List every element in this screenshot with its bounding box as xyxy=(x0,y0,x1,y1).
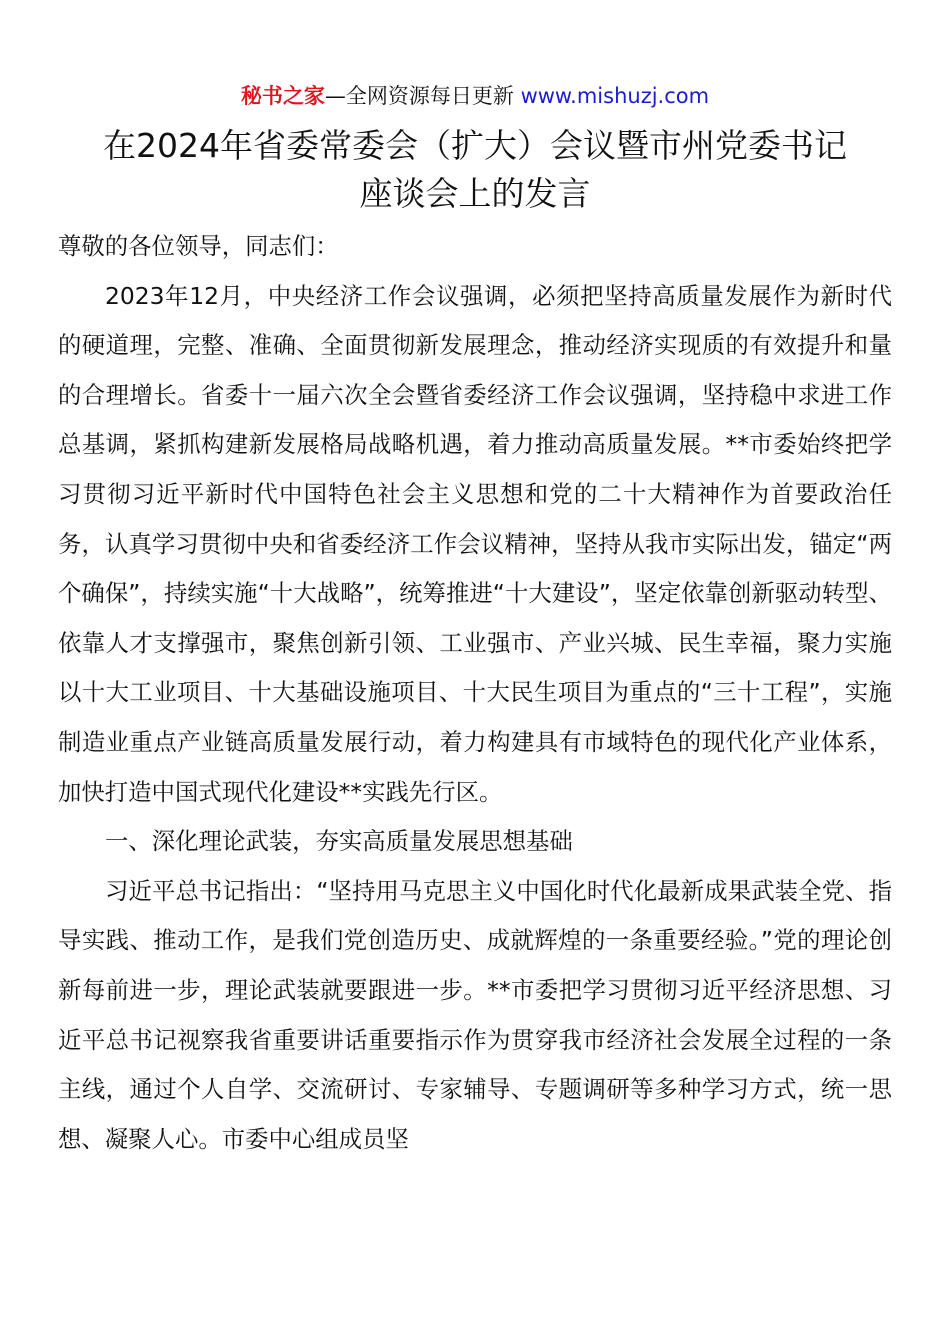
paragraph-intro: 2023年12月，中央经济工作会议强调，必须把坚持高质量发展作为新时代的硬道理，完整、准确、全面贯彻新发展理念，推动经济实现质的有效提升和量的合理增长。省委十一届六次全会暨省委经济工作会议强调，坚持稳中求进工作总基调，紧抓构建新发展格局战略机遇，着力推动高质量发展。**市委始终把学习贯彻习近平新时代中国特色社会主义思想和党的二十大精神作为首要政治任务，认真学习贯彻中央和省委经济工作会议精神，坚持从我市实际出发，锚定“两个确保”，持续实施“十大战略”，统筹推进“十大建设”，坚定依靠创新驱动转型、依靠人才支撑强市，聚焦创新引领、工业强市、产业兴城、民生幸福，聚力实施以十大工业项目、十大基础设施项目、十大民生项目为重点的“三十工程”，实施制造业重点产业链高质量发展行动，着力构建具有市域特色的现代化产业体系，加快打造中国式现代化建设**实践先行区。 xyxy=(58,281,892,806)
salutation: 尊敬的各位领导，同志们： xyxy=(58,232,339,260)
site-url-link[interactable]: www.mishuzj.com xyxy=(520,84,710,108)
document-page xyxy=(58,78,892,1164)
document-title-line-1: 在2024年省委常委会（扩大）会议暨市州党委书记 xyxy=(103,126,847,165)
site-header xyxy=(58,78,892,114)
document-body xyxy=(58,222,892,1164)
header-tagline: —全网资源每日更新 xyxy=(324,84,521,108)
document-title-line-2: 座谈会上的发言 xyxy=(359,174,591,213)
brand-logo-text: 秘书之家 xyxy=(240,84,325,108)
document-title xyxy=(58,122,892,218)
paragraph-section-1: 习近平总书记指出：“坚持用马克思主义中国化时代化最新成果武装全党、指导实践、推动工作，是我们党创造历史、成就辉煌的一条重要经验。”党的理论创新每前进一步，理论武装就要跟进一步。**市委把学习贯彻习近平经济思想、习近平总书记视察我省重要讲话重要指示作为贯穿我市经济社会发展全过程的一条主线，通过个人自学、交流研讨、专家辅导、专题调研等多种学习方式，统一思想、凝聚人心。市委中心组成员坚 xyxy=(58,876,892,1153)
section-heading-1: 一、深化理论武装，夯实高质量发展思想基础 xyxy=(105,827,573,856)
